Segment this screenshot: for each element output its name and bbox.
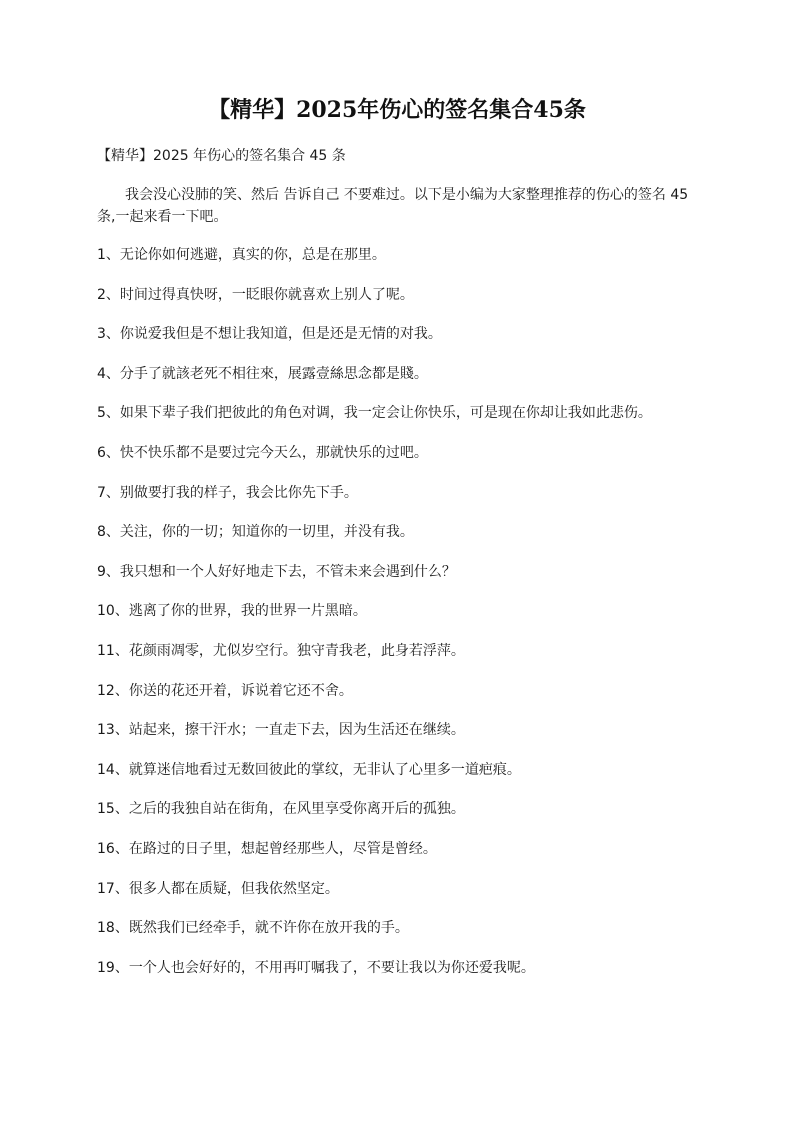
list-item: 8、关注，你的一切；知道你的一切里，并没有我。 [97, 524, 414, 541]
list-item: 6、快不快乐都不是要过完今天么，那就快乐的过吧。 [97, 444, 428, 461]
list-item: 9、我只想和一个人好好地走下去，不管未来会遇到什么？ [97, 563, 456, 580]
list-item: 7、别做要打我的样子，我会比你先下手。 [97, 484, 358, 501]
list-item: 18、既然我们已经牵手，就不许你在放开我的手。 [97, 920, 409, 937]
list-item: 4、分手了就該老死不相往來，展露壹絲思念都是賤。 [97, 365, 428, 382]
list-item: 16、在路过的日子里，想起曾经那些人，尽管是曾经。 [97, 840, 437, 857]
list-item: 2、时间过得真快呀，一眨眼你就喜欢上别人了呢。 [97, 286, 414, 303]
document-subtitle: 【精华】2025 年伤心的签名集合 45 条 [97, 148, 346, 164]
intro-paragraph: 我会没心没肺的笑、然后 告诉自己 不要难过。以下是小编为大家整理推荐的伤心的签名 45 条,一起来看一下吧。 [97, 187, 689, 225]
list-item: 3、你说爱我但是不想让我知道，但是还是无情的对我。 [97, 326, 442, 343]
list-item: 5、如果下辈子我们把彼此的角色对调，我一定会让你快乐，可是现在你却让我如此悲伤。 [97, 405, 652, 422]
list-item: 17、很多人都在质疑，但我依然坚定。 [97, 880, 339, 897]
list-item: 11、花颜雨凋零，尤似岁空行。独守青我老，此身若浮萍。 [97, 642, 465, 659]
list-item: 15、之后的我独自站在街角，在风里享受你离开后的孤独。 [97, 801, 465, 818]
signature-list [97, 246, 701, 998]
list-item: 10、逃离了你的世界，我的世界一片黑暗。 [97, 603, 367, 620]
list-item: 13、站起来，擦干汗水；一直走下去，因为生活还在继续。 [97, 722, 465, 739]
list-item: 1、无论你如何逃避，真实的你，总是在那里。 [97, 247, 386, 263]
document-title: 【精华】2025年伤心的签名集合45条 [208, 97, 586, 123]
list-item: 14、就算迷信地看过无数回彼此的掌纹，无非认了心里多一道疤痕。 [97, 761, 521, 778]
list-item: 12、你送的花还开着，诉说着它还不舍。 [97, 682, 353, 699]
list-item: 19、一个人也会好好的，不用再叮嘱我了，不要让我以为你还爱我呢。 [97, 959, 535, 976]
